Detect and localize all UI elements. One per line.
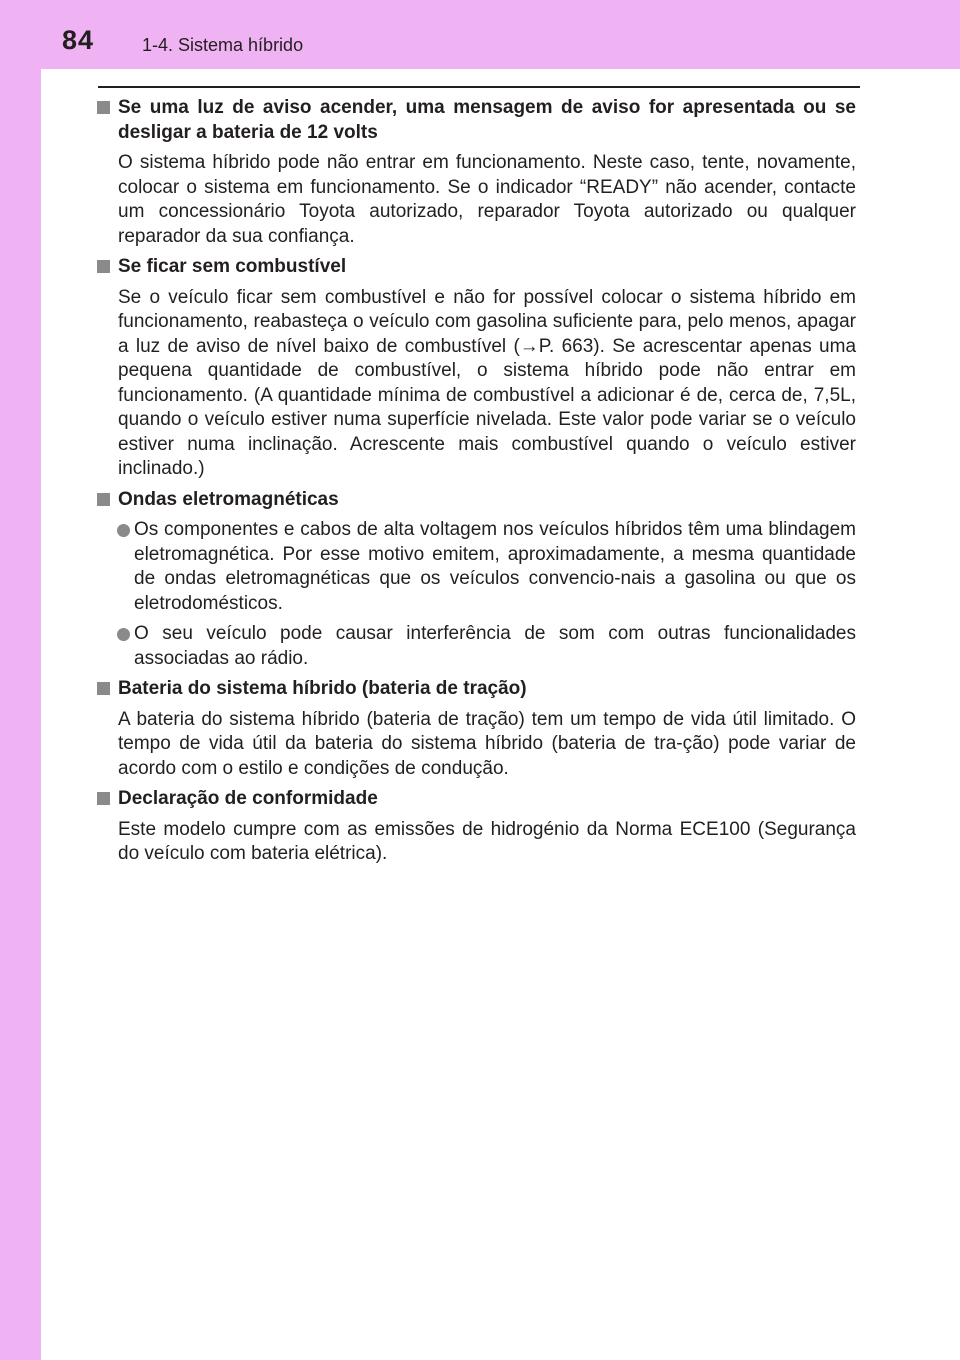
square-bullet-icon: [97, 101, 110, 114]
list-item-text: Os componentes e cabos de alta voltagem nos veículos híbridos têm uma blindagem eletromagnética. Por esse motivo emitem, aproximadamente, a mesma quantidade de ondas eletromagnéticas que os veículos convencio-nais a gasolina ou que os eletrodomésticos.: [134, 519, 856, 614]
list-item: [96, 518, 856, 616]
round-bullet-icon: [117, 628, 130, 641]
heading-electromagnetic-waves: [96, 488, 856, 513]
page-content: [96, 96, 856, 867]
paragraph-text: Se acrescentar apenas uma pequena quantidade de combustível, o sistema híbrido pode não entrar em funcionamento. (A quantidade mínima de combustível a adicionar é de, cerca de, 7,5L, quando o veículo estiver numa superfície nivelada. Este valor pode variar se o veículo estiver numa inclinação. Acrescente mais combustível quando o veículo estiver inclinado.): [118, 335, 857, 479]
square-bullet-icon: [97, 493, 110, 506]
page-reference: (→P. 663).: [513, 335, 605, 357]
heading-text: Se ficar sem combustível: [118, 256, 347, 277]
round-bullet-icon: [117, 524, 130, 537]
page-number: 84: [62, 25, 95, 55]
paragraph-warning-light: O sistema híbrido pode não entrar em funcionamento. Neste caso, tente, novamente, colocar o sistema em funcionamento. Se o indicador “READY” não acender, contacte um concessionário Toyota autorizado, reparador Toyota autorizado ou qualquer reparador da sua confiança.: [118, 152, 856, 247]
header-divider: [98, 86, 860, 88]
list-item: [96, 622, 856, 671]
heading-out-of-fuel: [96, 255, 856, 280]
list-item-text: O seu veículo pode causar interferência de som com outras funcionalidades associadas ao rádio.: [134, 623, 856, 669]
heading-declaration-of-conformity: [96, 787, 856, 812]
heading-text: Se uma luz de aviso acender, uma mensagem de aviso for apresentada ou se desligar a bateria de 12 volts: [118, 97, 856, 143]
paragraph-hybrid-battery: A bateria do sistema híbrido (bateria de tração) tem um tempo de vida útil limitado. O tempo de vida útil da bateria do sistema híbrido (bateria de tra-ção) pode variar de acordo com o estilo e condições de condução.: [118, 708, 856, 779]
heading-text: Bateria do sistema híbrido (bateria de tração): [118, 678, 527, 699]
heading-text: Ondas eletromagnéticas: [118, 488, 339, 510]
paragraph-declaration-of-conformity: Este modelo cumpre com as emissões de hidrogénio da Norma ECE100 (Segurança do veículo com bateria elétrica).: [118, 818, 856, 864]
section-title: 1-4. Sistema híbrido: [142, 35, 304, 55]
square-bullet-icon: [97, 682, 110, 695]
heading-text: Declaração de conformidade: [118, 788, 378, 809]
heading-warning-light: [96, 96, 856, 145]
heading-hybrid-battery: [96, 677, 856, 702]
paragraph-text: Se o veículo ficar sem combustível e não for possível colocar o sistema híbrido em funcionamento, reabasteça o veículo com gasolina suficiente para, pelo menos, apagar a luz de aviso de nível baixo de combustível: [118, 286, 856, 357]
square-bullet-icon: [97, 792, 110, 805]
paragraph-out-of-fuel: [96, 286, 856, 482]
square-bullet-icon: [97, 260, 110, 273]
side-color-band: [0, 0, 41, 1360]
